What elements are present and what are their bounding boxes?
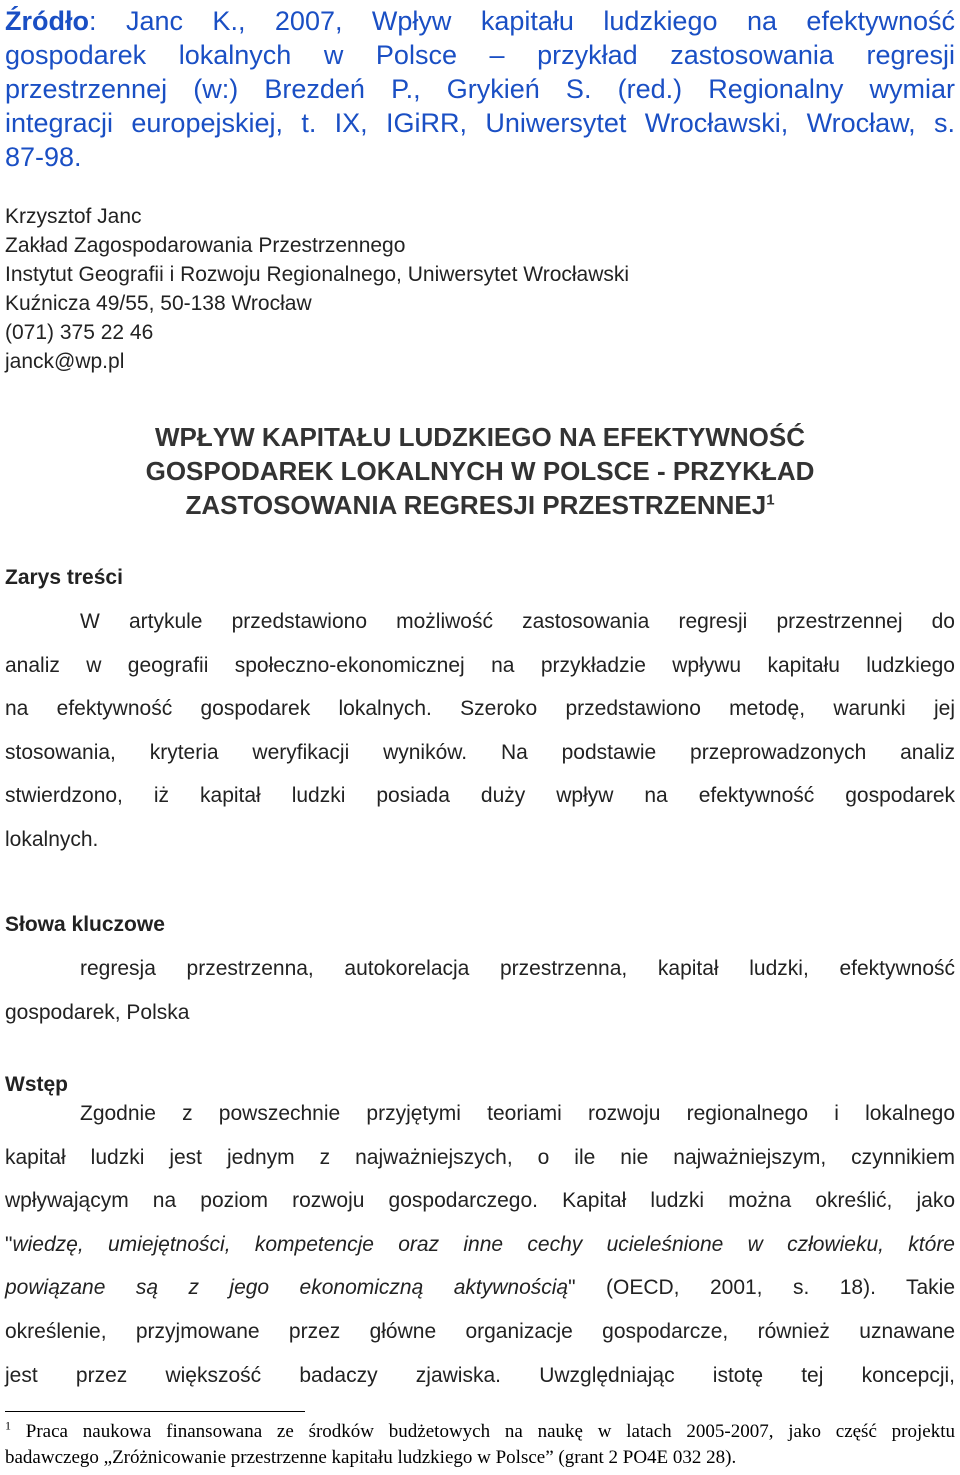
keywords-text: [5, 947, 955, 1034]
intro-heading: Wstęp: [5, 1073, 68, 1096]
author-phone: (071) 375 22 46: [5, 321, 154, 344]
citation: " (OECD, 2001, s. 18). Takie: [568, 1276, 956, 1300]
quote-open: ": [5, 1232, 13, 1256]
text-line: jest przez większość badaczy zjawiska. Uwzględniając istotę tej koncepcji,: [5, 1363, 955, 1387]
footnote-mark: 1: [5, 1418, 11, 1433]
article-title: [0, 420, 960, 522]
author-name: Krzysztof Janc: [5, 205, 142, 228]
text-line: W artykule przedstawiono możliwość zastosowania regresji przestrzennej do: [80, 610, 955, 633]
abstract-heading: Zarys treści: [5, 566, 123, 589]
footnote: [5, 1419, 955, 1471]
keywords-heading: Słowa kluczowe: [5, 913, 165, 936]
title-line: GOSPODAREK LOKALNYCH W POLSCE - PRZYKŁAD: [145, 456, 815, 486]
source-line: gospodarek lokalnych w Polsce – przykład zastosowania regresji: [5, 40, 955, 70]
title-line: ZASTOSOWANIA REGRESJI PRZESTRZENNEJ: [185, 490, 767, 520]
text-line: Zgodnie z powszechnie przyjętymi teoriami rozwoju regionalnego i lokalnego: [80, 1102, 955, 1125]
author-email: janck@wp.pl: [5, 350, 125, 373]
text-line: stosowania, kryteria weryfikacji wyników. Na podstawie przeprowadzonych analiz: [5, 740, 955, 764]
text-line: określenie, przyjmowane przez główne organizacje gospodarcze, również uznawane: [5, 1319, 955, 1343]
title-line: WPŁYW KAPITAŁU LUDZKIEGO NA EFEKTYWNOŚĆ: [155, 422, 805, 452]
author-department: Zakład Zagospodarowania Przestrzennego: [5, 234, 406, 257]
text-line: [5, 1223, 955, 1267]
footnote-text: Praca naukowa finansowana ze środków budżetowych na naukę w latach 2005-2007, jako część projektu: [11, 1421, 955, 1442]
text-line: regresja przestrzenna, autokorelacja przestrzenna, kapitał ludzki, efektywność: [80, 957, 955, 980]
text-line: wpływającym na poziom rozwoju gospodarczego. Kapitał ludzki można określić, jako: [5, 1189, 955, 1213]
definition-quote: powiązane są z jego ekonomiczną aktywnością: [5, 1276, 569, 1300]
footnote-text: badawczego „Zróżnicowanie przestrzenne kapitału ludzkiego w Polsce” (grant 2 PO4E 032 28).: [5, 1447, 737, 1468]
abstract-text: [5, 600, 955, 862]
author-address: Kuźnicza 49/55, 50-138 Wrocław: [5, 292, 312, 315]
text-line: analiz w geografii społeczno-ekonomicznej na przykładzie wpływu kapitału ludzkiego: [5, 653, 955, 677]
author-institute: Instytut Geografii i Rozwoju Regionalnego, Uniwersytet Wrocławski: [5, 263, 630, 286]
author-block: [5, 202, 955, 376]
footnote-separator: [5, 1411, 305, 1412]
text-line: [5, 1266, 955, 1310]
source-line: przestrzennej (w:) Brezdeń P., Grykień S. (red.) Regionalny wymiar: [5, 74, 955, 104]
text-line: na efektywność gospodarek lokalnych. Szeroko przedstawiono metodę, warunki jej: [5, 697, 955, 721]
text-line: kapitał ludzki jest jednym z najważniejszych, o ile nie najważniejszym, czynnikiem: [5, 1145, 955, 1169]
source-line: integracji europejskiej, t. IX, IGiRR, Uniwersytet Wrocławski, Wrocław, s.: [5, 108, 955, 138]
definition-quote: wiedzę, umiejętności, kompetencje oraz inne cechy ucieleśnione w człowieku, które: [12, 1232, 955, 1256]
source-citation: [5, 4, 955, 174]
source-label: Źródło: [5, 6, 89, 36]
text-line: stwierdzono, iż kapitał ludzki posiada duży wpływ na efektywność gospodarek: [5, 784, 955, 808]
intro-text: [5, 1092, 955, 1397]
source-line: 87-98.: [5, 142, 82, 172]
source-line: : Janc K., 2007, Wpływ kapitału ludzkiego na efektywność: [88, 6, 955, 36]
text-line: gospodarek, Polska: [5, 1000, 190, 1024]
title-footnote-mark: 1: [766, 491, 775, 509]
text-line: lokalnych.: [5, 827, 99, 851]
